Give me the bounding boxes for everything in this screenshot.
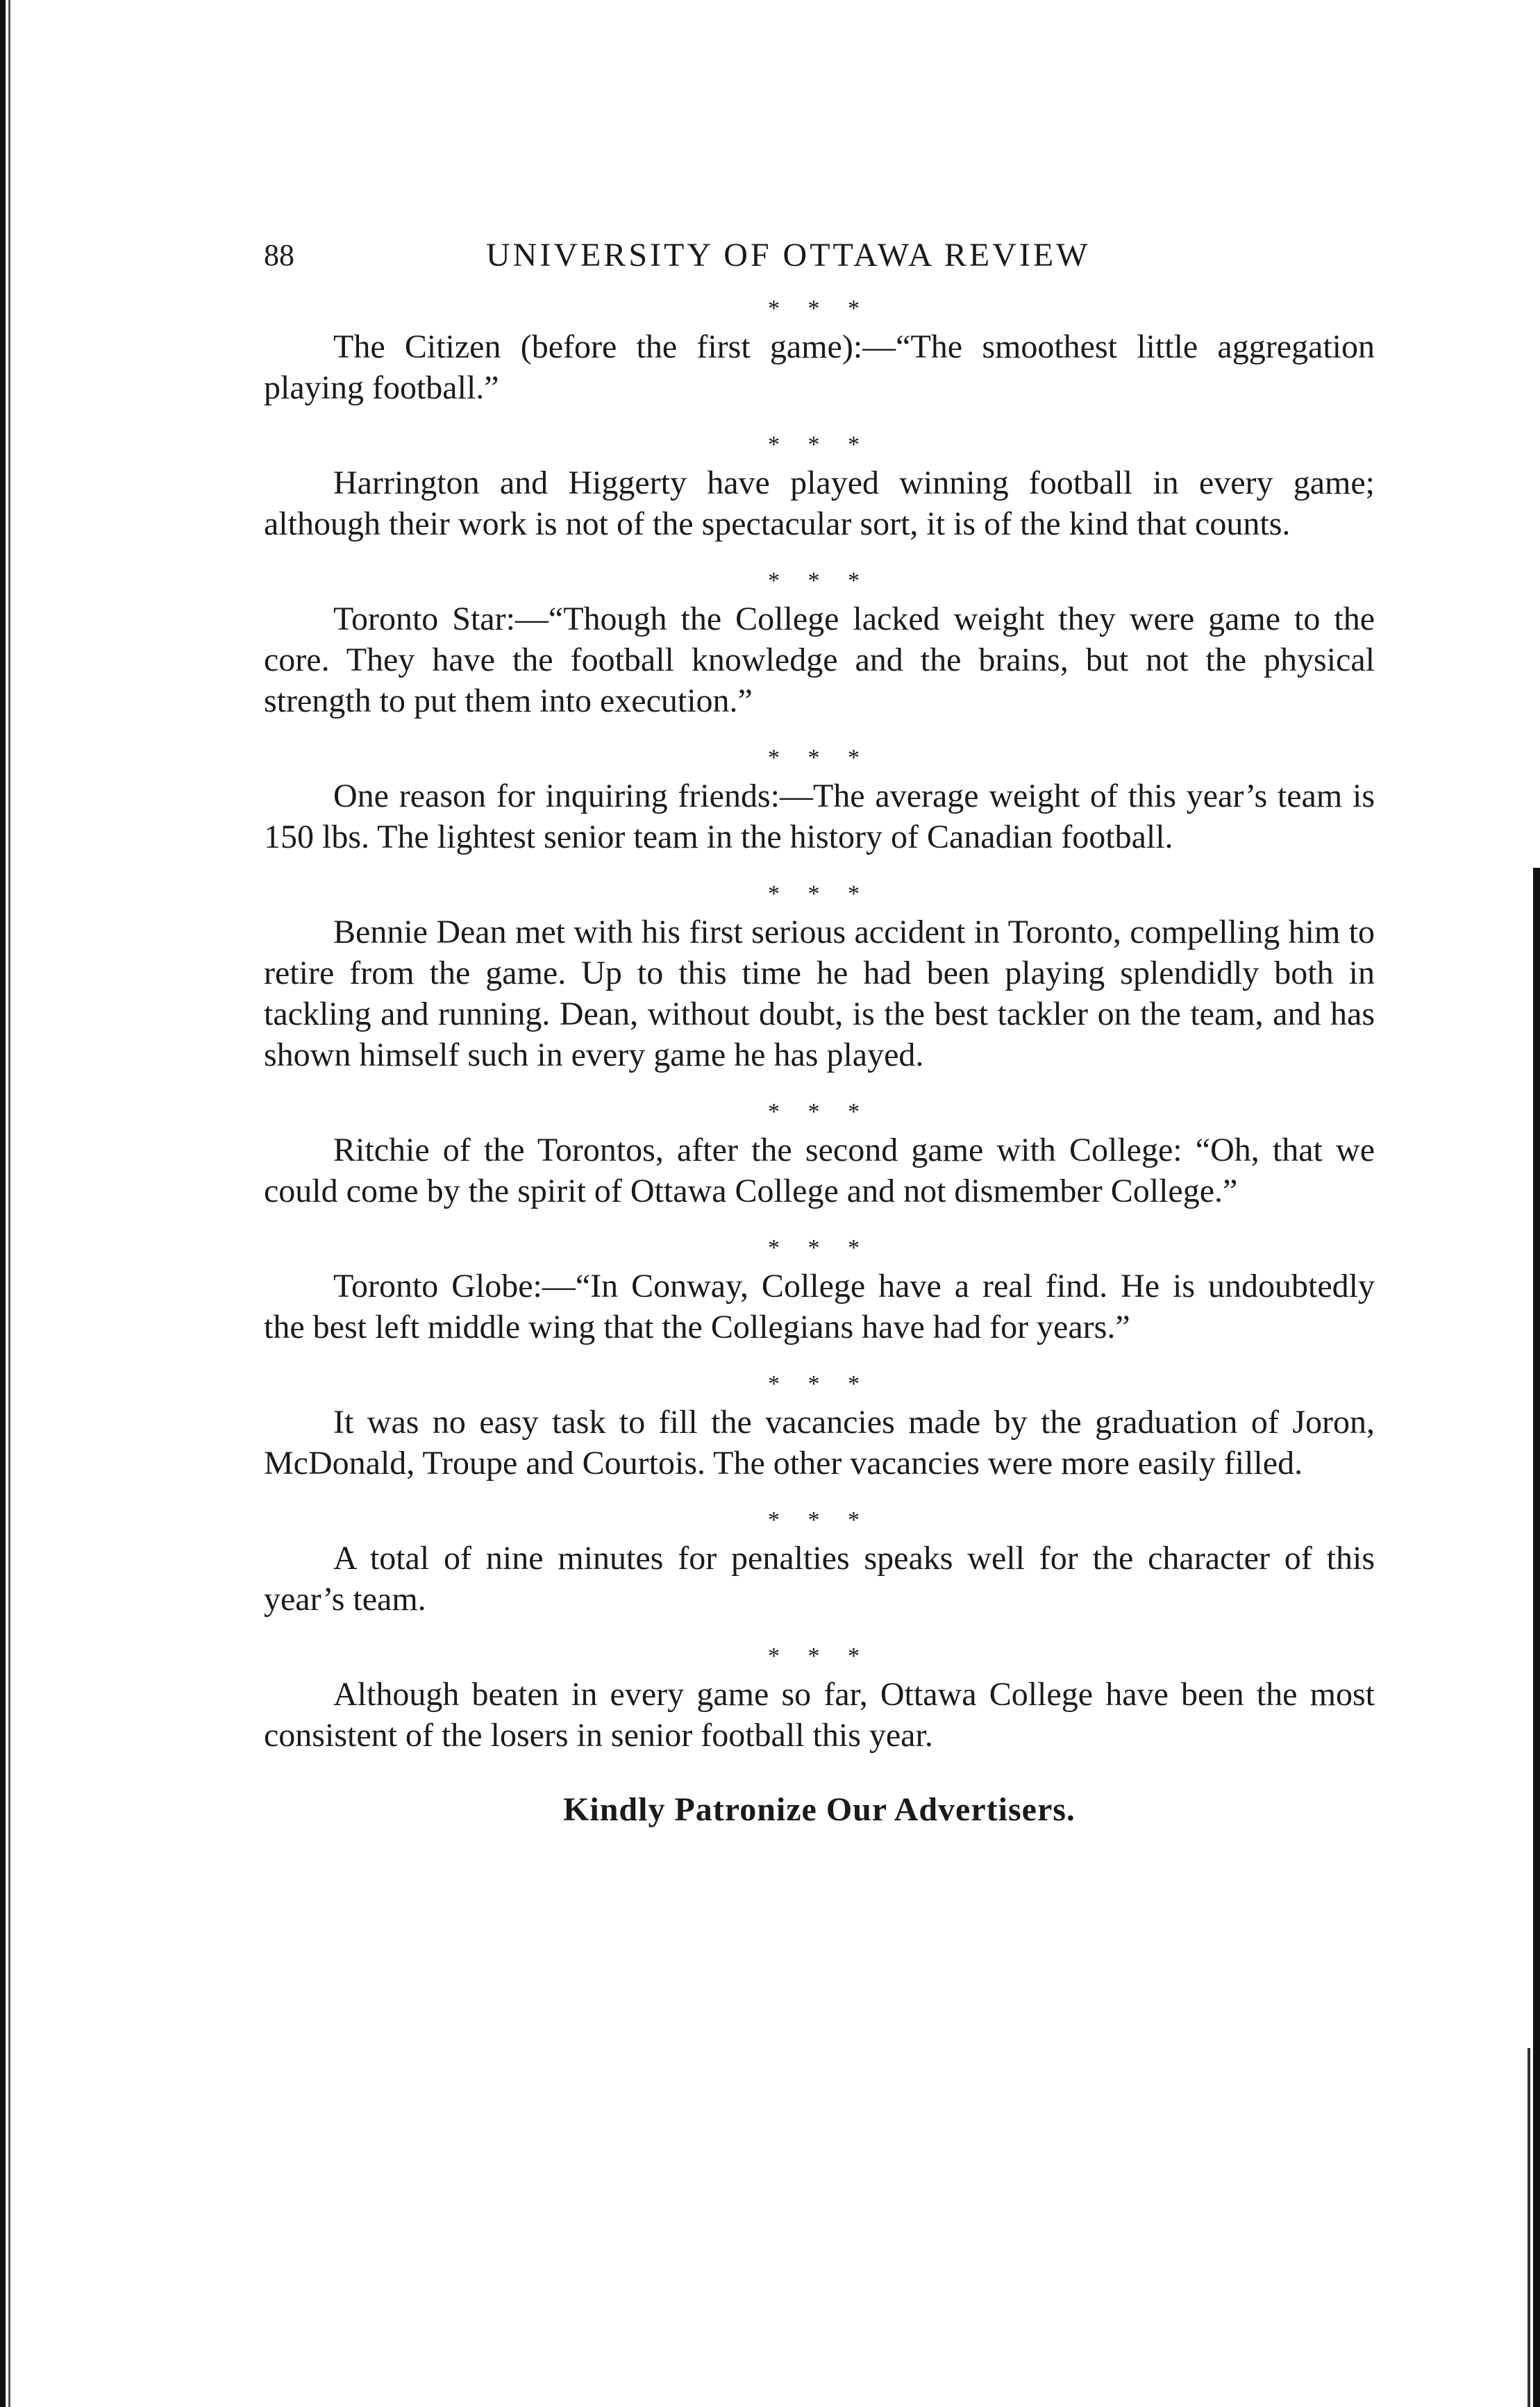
separator: * * *	[768, 745, 871, 771]
closing-line: Kindly Patronize Our Advertisers.	[563, 1791, 1076, 1828]
separator: * * *	[768, 1507, 871, 1533]
paragraph-penalties: A total of nine minutes for penalties speaks well for the character of this year’s team.	[264, 1540, 1375, 1618]
scan-edge-right-inner	[1528, 2048, 1530, 2407]
page-header	[264, 229, 1375, 292]
separator: * * *	[768, 1235, 871, 1261]
separator: * * *	[768, 296, 871, 321]
paragraph-citizen: The Citizen (before the first game):—“The smoothest little aggregation playing football.”	[264, 328, 1375, 406]
separator: * * *	[768, 1371, 871, 1397]
scan-edge-left	[0, 0, 6, 2407]
paragraph-vacancies: It was no easy task to fill the vacancies made by the graduation of Joron, McDonald, Troupe and Courtois. The other vacancies were more easily filled.	[264, 1404, 1375, 1482]
scan-edge-right	[1533, 868, 1540, 2407]
separator: * * *	[768, 1099, 871, 1125]
page-number: 88	[264, 238, 294, 272]
paragraph-toronto-globe: Toronto Globe:—“In Conway, College have a real find. He is undoubtedly the best left middle wing that the Collegians have had for years.”	[264, 1268, 1375, 1345]
paragraph-consistent: Although beaten in every game so far, Ottawa College have been the most consistent of the losers in senior football this year.	[264, 1676, 1375, 1754]
paragraph-bennie-dean: Bennie Dean met with his first serious accident in Toronto, compelling him to retire from the game. Up to this time he had been playing splendidly both in tackling and running. Dean, without doubt, is the best tackler on the team, and has shown himself such in every game he has played.	[264, 914, 1375, 1073]
separator: * * *	[768, 1643, 871, 1669]
separator: * * *	[768, 881, 871, 907]
paragraph-harrington: Harrington and Higgerty have played winning football in every game; although their work is not of the spectacular sort, it is of the kind that counts.	[264, 464, 1375, 542]
paragraph-ritchie: Ritchie of the Torontos, after the second game with College: “Oh, that we could come by the spirit of Ottawa College and not dismember College.”	[264, 1132, 1375, 1209]
separator: * * *	[768, 432, 871, 458]
scan-edge-left-inner	[8, 0, 10, 2407]
page	[264, 229, 1375, 1829]
separator: * * *	[768, 568, 871, 594]
paragraph-average-weight: One reason for inquiring friends:—The average weight of this year’s team is 150 lbs. The lightest senior team in the history of Canadian football.	[264, 778, 1375, 855]
paragraph-toronto-star: Toronto Star:—“Though the College lacked weight they were game to the core. They have the football knowledge and the brains, but not the physical strength to put them into execution.”	[264, 601, 1375, 719]
running-head: UNIVERSITY OF OTTAWA REVIEW	[486, 237, 1091, 274]
